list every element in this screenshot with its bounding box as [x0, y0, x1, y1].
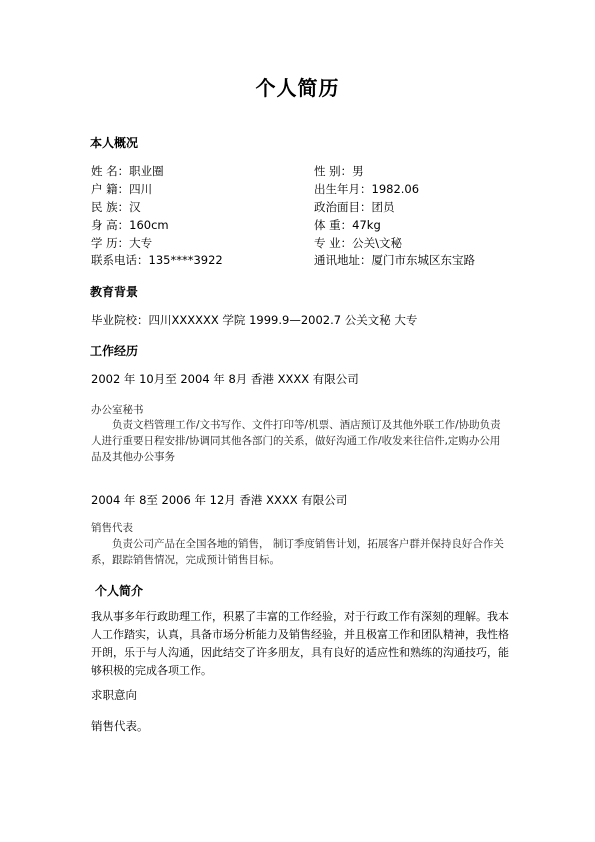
overview-row-gender [314, 163, 364, 179]
overview-row-height [91, 217, 169, 233]
overview-row-education [91, 235, 152, 251]
field-value: 四川 [129, 182, 153, 196]
overview-row-political [314, 199, 395, 215]
field-value: 47kg [352, 218, 381, 232]
field-value: 职业圈 [129, 164, 164, 178]
overview-row-weight [314, 217, 381, 233]
intro-heading: 个人简介 [95, 584, 144, 598]
field-label: 性 别： [314, 164, 353, 178]
field-value: 135****3922 [148, 253, 223, 267]
objective-heading: 求职意向 [91, 688, 137, 702]
resume-title: 个人简历 [255, 76, 340, 100]
job-2-position: 销售代表 [91, 522, 133, 534]
overview-row-phone [91, 252, 223, 268]
overview-row-major [314, 235, 402, 251]
field-value: 汉 [129, 200, 141, 214]
job-2-period: 2004 年 8至 2006 年 12月 香港 XXXX 有限公司 [91, 493, 348, 507]
job-2-description: 负责公司产品在全国各地的销售， 制订季度销售计划，拓展客户群并保持良好合作关系，跟踪销售情况，完成预计销售目标。 [91, 538, 504, 566]
education-line: 毕业院校：四川XXXXXX 学院 1999.9—2002.7 公关文秘 大专 [91, 313, 418, 327]
field-label: 政治面目： [314, 200, 372, 214]
field-value: 男 [352, 164, 364, 178]
intro-text: 我从事多年行政助理工作，积累了丰富的工作经验，对于行政工作有深刻的理解。我本人工作踏实，认真，具备市场分析能力及销售经验，并且极富工作和团队精神，我性格开朗，乐于与人沟通，因此结交了许多朋友，具有良好的适应性和熟练的沟通技巧，能够积极的完成各项工作。 [91, 610, 509, 677]
field-label: 出生年月： [314, 182, 372, 196]
field-value: 1982.06 [371, 182, 420, 196]
overview-row-address [314, 252, 475, 268]
field-value: 大专 [129, 236, 153, 250]
field-label: 民 族： [91, 200, 130, 214]
field-label: 联系电话： [91, 253, 149, 267]
field-value: 160cm [129, 218, 169, 232]
field-label: 身 高： [91, 218, 130, 232]
overview-heading: 本人概况 [90, 136, 139, 150]
field-value: 公关\文秘 [352, 236, 403, 250]
overview-row-birth [314, 181, 419, 197]
field-label: 专 业： [314, 236, 353, 250]
field-value: 厦门市东城区东宝路 [371, 253, 475, 267]
field-label: 姓 名： [91, 164, 130, 178]
overview-row-name [91, 163, 164, 179]
job-1-position: 办公室秘书 [91, 404, 144, 416]
field-label: 学 历： [91, 236, 130, 250]
field-label: 通讯地址： [314, 253, 372, 267]
education-heading: 教育背景 [90, 285, 139, 299]
field-label: 户 籍： [91, 182, 130, 196]
overview-row-ethnicity [91, 199, 141, 215]
field-value: 团员 [371, 200, 395, 214]
job-1-description: 负责文档管理工作/文书写作、文件打印等/机票、酒店预订及其他外联工作/协助负责人进行重要日程安排/协调同其他各部门的关系，做好沟通工作/收发来往信件,定购办公用品及其他办公事务 [91, 419, 501, 463]
overview-row-hukou [91, 181, 152, 197]
job-1-period: 2002 年 10月至 2004 年 8月 香港 XXXX 有限公司 [91, 372, 359, 386]
field-label: 体 重： [314, 218, 353, 232]
work-heading: 工作经历 [90, 344, 139, 358]
objective-value: 销售代表。 [91, 719, 149, 733]
